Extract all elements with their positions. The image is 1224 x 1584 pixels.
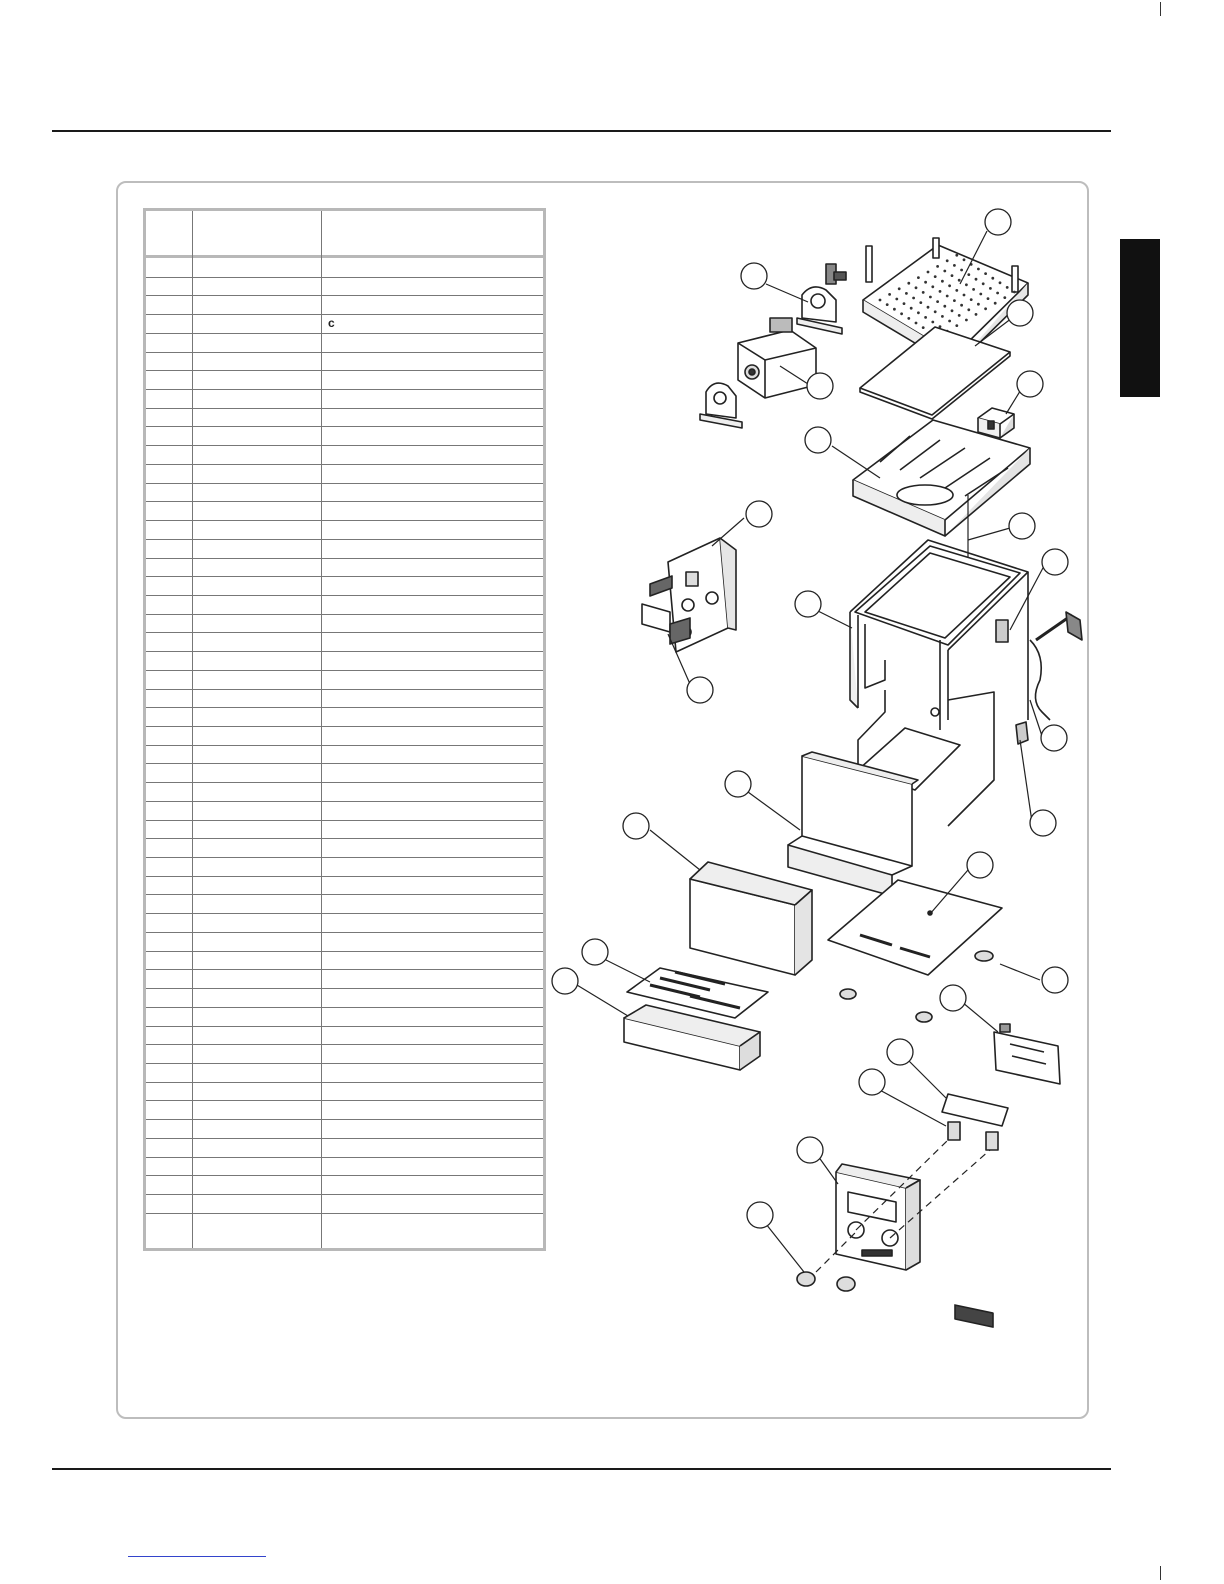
grid-hole	[912, 297, 915, 300]
grid-hole	[943, 305, 946, 308]
callout-circle	[805, 427, 831, 453]
grid-hole	[987, 297, 990, 300]
motor-bracket-part	[797, 287, 842, 334]
grid-hole	[924, 281, 927, 284]
grid-hole	[917, 311, 920, 314]
grid-hole	[941, 315, 944, 318]
pump-motor-part	[738, 318, 816, 398]
grid-hole	[955, 254, 958, 257]
grid-hole	[958, 279, 961, 282]
callout-circle	[1041, 725, 1067, 751]
front-panel-part	[836, 1164, 920, 1270]
grid-hole	[929, 296, 932, 299]
grid-hole	[907, 282, 910, 285]
power-cord-part	[1030, 612, 1082, 720]
callout-circle	[1030, 810, 1056, 836]
grid-hole	[941, 280, 944, 283]
grid-hole	[1003, 296, 1006, 299]
grid-hole	[975, 313, 978, 316]
grid-hole	[946, 259, 949, 262]
callout-circle	[552, 968, 578, 994]
grid-hole	[888, 293, 891, 296]
grid-hole	[943, 270, 946, 273]
grid-hole	[903, 302, 906, 305]
grid-hole	[917, 276, 920, 279]
grid-hole	[931, 321, 934, 324]
base-sheet-part	[860, 327, 1010, 419]
callout-circle	[807, 373, 833, 399]
grid-hole	[965, 283, 968, 286]
grid-hole	[948, 320, 951, 323]
motor-foot-part	[700, 383, 742, 428]
grid-hole	[953, 299, 956, 302]
callout-circle	[1007, 300, 1033, 326]
grid-hole	[900, 312, 903, 315]
grid-hole	[951, 274, 954, 277]
grid-hole	[1013, 291, 1016, 294]
grid-hole	[915, 322, 918, 325]
grid-hole	[996, 292, 999, 295]
grid-hole	[953, 264, 956, 267]
grid-hole	[939, 290, 942, 293]
grid-hole	[924, 316, 927, 319]
callout-circle	[940, 985, 966, 1011]
grid-hole	[931, 285, 934, 288]
grid-hole	[934, 310, 937, 313]
switch-part	[948, 1122, 998, 1150]
grid-hole	[910, 307, 913, 310]
callout-circle	[741, 263, 767, 289]
grid-hole	[948, 284, 951, 287]
callout-circle	[725, 771, 751, 797]
grid-hole	[936, 265, 939, 268]
grid-hole	[994, 302, 997, 305]
callout-circle	[859, 1069, 885, 1095]
table-cell-text: c	[328, 316, 335, 330]
terminal-block-part	[978, 408, 1014, 438]
callout-circle	[582, 939, 608, 965]
grid-hole	[991, 277, 994, 280]
inner-tank-part	[690, 862, 812, 975]
grid-hole	[907, 317, 910, 320]
grid-hole	[958, 314, 961, 317]
grid-hole	[963, 294, 966, 297]
callout-circle	[985, 209, 1011, 235]
grid-hole	[989, 287, 992, 290]
grid-hole	[927, 271, 930, 274]
callout-circle	[795, 591, 821, 617]
grid-hole	[895, 298, 898, 301]
grid-hole	[972, 288, 975, 291]
grid-hole	[970, 298, 973, 301]
grid-hole	[975, 278, 978, 281]
callout-circle	[887, 1039, 913, 1065]
grid-hole	[967, 308, 970, 311]
grid-hole	[955, 289, 958, 292]
callout-circle	[1017, 371, 1043, 397]
grid-hole	[967, 273, 970, 276]
grid-hole	[927, 306, 930, 309]
grid-hole	[977, 268, 980, 271]
grid-hole	[951, 309, 954, 312]
grid-hole	[960, 304, 963, 307]
control-board-part	[642, 538, 736, 652]
grid-hole	[919, 301, 922, 304]
grid-hole	[982, 282, 985, 285]
grid-hole	[946, 295, 949, 298]
callout-circle	[797, 1137, 823, 1163]
grid-hole	[1006, 286, 1009, 289]
grid-hole	[977, 303, 980, 306]
hose-fitting-part	[826, 264, 846, 284]
base-plate-part	[828, 880, 1002, 975]
grid-hole	[898, 287, 901, 290]
callout-circle	[746, 501, 772, 527]
grid-hole	[936, 300, 939, 303]
grid-hole	[922, 326, 925, 329]
grid-hole	[934, 275, 937, 278]
grid-hole	[979, 293, 982, 296]
reservoir-wall-part	[788, 752, 918, 896]
grid-hole	[999, 281, 1002, 284]
circuit-board-part	[994, 1024, 1060, 1084]
callout-circle	[1042, 549, 1068, 575]
grid-hole	[984, 272, 987, 275]
grid-hole	[905, 292, 908, 295]
grid-hole	[965, 319, 968, 322]
callout-circle	[1009, 513, 1035, 539]
grid-hole	[886, 303, 889, 306]
grid-hole	[893, 308, 896, 311]
grid-hole	[922, 291, 925, 294]
grid-hole	[955, 324, 958, 327]
callout-circle	[967, 852, 993, 878]
callout-circle	[623, 813, 649, 839]
callout-circle	[1042, 967, 1068, 993]
callout-circle	[747, 1202, 773, 1228]
grid-hole	[963, 258, 966, 261]
callout-circle	[687, 677, 713, 703]
grid-hole	[879, 299, 882, 302]
grid-hole	[984, 307, 987, 310]
grid-hole	[960, 269, 963, 272]
knob-part	[797, 1272, 855, 1291]
grid-hole	[915, 286, 918, 289]
